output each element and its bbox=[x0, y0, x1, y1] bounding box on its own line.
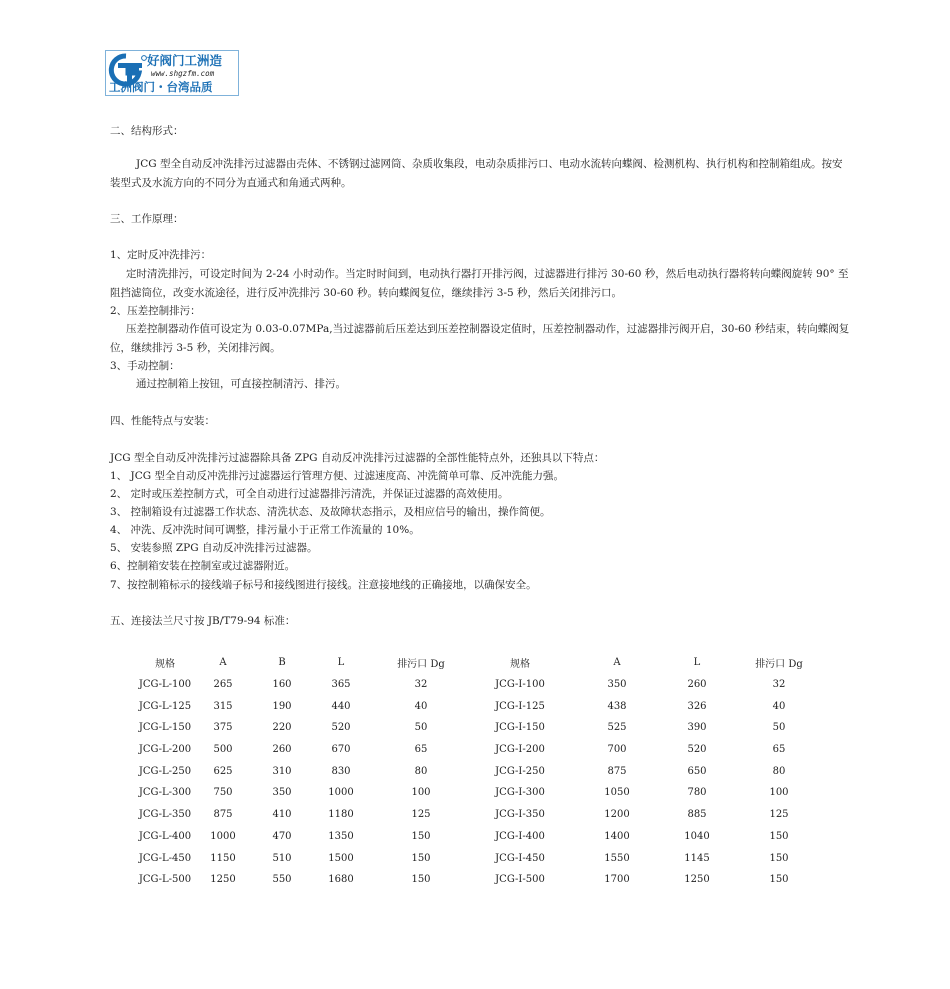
section-2-heading: 二、结构形式： bbox=[110, 125, 184, 137]
header-cell: 规格 bbox=[155, 659, 175, 671]
table-cell: 220 bbox=[272, 722, 292, 734]
table-cell: 150 bbox=[769, 830, 789, 842]
table-cell: 750 bbox=[213, 787, 233, 799]
table-cell: 100 bbox=[769, 787, 789, 799]
table-cell: JCG-L-350 bbox=[138, 809, 192, 821]
table-cell: 1550 bbox=[604, 852, 630, 864]
table-cell: 520 bbox=[331, 722, 351, 734]
section-2-para-line-1: JCG 型全自动反冲洗排污过滤器由壳体、不锈钢过滤网筒、杂质收集段，电动杂质排污口、电动水流转向蝶阀、检测机构、执行机构和控制箱组成。按安 bbox=[136, 158, 843, 170]
table-cell: 190 bbox=[272, 700, 292, 712]
table-cell: JCG-I-100 bbox=[495, 679, 545, 691]
header-cell: A bbox=[613, 657, 621, 669]
table-cell: 410 bbox=[272, 809, 292, 821]
table-cell: 520 bbox=[687, 744, 707, 756]
table-cell: JCG-I-400 bbox=[495, 830, 545, 842]
table-cell: 150 bbox=[411, 874, 431, 886]
table-cell: 470 bbox=[272, 830, 292, 842]
table-cell: 65 bbox=[772, 744, 786, 756]
table-cell: JCG-I-450 bbox=[495, 852, 545, 864]
table-cell: 670 bbox=[331, 744, 351, 756]
table-cell: JCG-I-200 bbox=[495, 744, 545, 756]
table-cell: 1050 bbox=[604, 787, 630, 799]
section-4-intro: JCG 型全自动反冲洗排污过滤器除具备 ZPG 自动反冲洗排污过滤器的全部性能特点外，还独具以下特点： bbox=[110, 452, 605, 464]
section-4-feature-2: 2、 定时或压差控制方式，可全自动进行过滤器排污清洗，并保证过滤器的高效使用。 bbox=[110, 488, 509, 500]
table-cell: 80 bbox=[772, 765, 786, 777]
table-cell: 625 bbox=[213, 765, 233, 777]
table-cell: 1500 bbox=[328, 852, 354, 864]
header-cell: 排污口 Dg bbox=[755, 659, 803, 671]
table-cell: 150 bbox=[411, 830, 431, 842]
table-cell: 150 bbox=[769, 852, 789, 864]
table-cell: 875 bbox=[607, 765, 627, 777]
table-cell: 1700 bbox=[604, 874, 630, 886]
table-cell: JCG-I-350 bbox=[495, 809, 545, 821]
table-row bbox=[136, 674, 830, 696]
table-cell: 265 bbox=[213, 679, 233, 691]
table-cell: JCG-L-300 bbox=[138, 787, 192, 799]
table-row bbox=[136, 826, 830, 848]
table-cell: JCG-L-125 bbox=[138, 700, 192, 712]
table-cell: JCG-I-300 bbox=[495, 787, 545, 799]
table-cell: 1350 bbox=[328, 830, 354, 842]
table-header-row bbox=[136, 652, 830, 674]
table-cell: JCG-I-500 bbox=[495, 874, 545, 886]
table-cell: 1150 bbox=[210, 852, 236, 864]
table-cell: 1040 bbox=[684, 830, 710, 842]
table-cell: 525 bbox=[607, 722, 627, 734]
table-row bbox=[136, 695, 830, 717]
table-body bbox=[136, 674, 830, 891]
table-cell: 310 bbox=[272, 765, 292, 777]
table-cell: 1400 bbox=[604, 830, 630, 842]
table-cell: 1000 bbox=[210, 830, 236, 842]
section-3-item-1-line-1: 定时清洗排污，可设定时间为 2-24 小时动作。当定时时间到，电动执行器打开排污阀，过滤器进行排污 30-60 秒，然后电动执行器将转向蝶阀旋转 90° 至 bbox=[126, 268, 849, 280]
table-cell: 315 bbox=[213, 700, 233, 712]
logo-url-text: www.shgzfm.com bbox=[151, 69, 215, 78]
section-3-item-1-line-2: 阻挡滤筒位，改变水流途径，进行反冲洗排污 30-60 秒。转向蝶阀复位，继续排污 3-5 秒，然后关闭排污口。 bbox=[110, 287, 623, 299]
table-cell: 350 bbox=[607, 679, 627, 691]
table-cell: 50 bbox=[772, 722, 786, 734]
table-cell: JCG-L-100 bbox=[138, 679, 192, 691]
section-4-feature-6: 6、控制箱安装在控制室或过滤器附近。 bbox=[110, 560, 296, 572]
table-cell: 510 bbox=[272, 852, 292, 864]
section-3-item-3-line-1: 通过控制箱上按钮，可直接控制清污、排污。 bbox=[136, 378, 346, 390]
section-2-para-line-2: 装型式及水流方向的不同分为直通式和角通式两种。 bbox=[110, 177, 352, 189]
table-cell: 830 bbox=[331, 765, 351, 777]
header-cell: 排污口 Dg bbox=[397, 659, 445, 671]
table-cell: 32 bbox=[772, 679, 786, 691]
table-cell: 80 bbox=[414, 765, 428, 777]
header-cell: L bbox=[693, 657, 701, 669]
section-3-item-1-title: 1、定时反冲洗排污： bbox=[110, 249, 212, 261]
table-cell: 1680 bbox=[328, 874, 354, 886]
table-cell: 1200 bbox=[604, 809, 630, 821]
table-cell: 438 bbox=[607, 700, 627, 712]
section-3-heading: 三、工作原理： bbox=[110, 213, 184, 225]
header-cell: 规格 bbox=[510, 659, 530, 671]
table-cell: 1250 bbox=[210, 874, 236, 886]
table-cell: 100 bbox=[411, 787, 431, 799]
table-row bbox=[136, 782, 830, 804]
section-5-heading: 五、连接法兰尺寸按 JB/T79-94 标准： bbox=[110, 615, 296, 627]
table-cell: 125 bbox=[411, 809, 431, 821]
table-cell: 1145 bbox=[684, 852, 710, 864]
section-4-feature-1: 1、 JCG 型全自动反冲洗排污过滤器运行管理方便、过滤速度高、冲洗简单可靠、反冲洗能力强。 bbox=[110, 470, 564, 482]
table-row bbox=[136, 847, 830, 869]
section-4-feature-5: 5、 安装参照 ZPG 自动反冲洗排污过滤器。 bbox=[110, 542, 318, 554]
table-cell: 440 bbox=[331, 700, 351, 712]
table-row bbox=[136, 760, 830, 782]
table-cell: 326 bbox=[687, 700, 707, 712]
section-4-heading: 四、性能特点与安装： bbox=[110, 415, 215, 427]
table-row bbox=[136, 804, 830, 826]
table-cell: JCG-I-250 bbox=[495, 765, 545, 777]
header-cell: A bbox=[219, 657, 227, 669]
table-cell: JCG-L-200 bbox=[138, 744, 192, 756]
table-cell: 1000 bbox=[328, 787, 354, 799]
header-cell: L bbox=[337, 657, 345, 669]
logo-top-text: 好阀门工洲造 bbox=[147, 53, 223, 68]
table-cell: 375 bbox=[213, 722, 233, 734]
table-cell: 365 bbox=[331, 679, 351, 691]
section-3-item-3-title: 3、手动控制： bbox=[110, 360, 180, 372]
table-cell: 350 bbox=[272, 787, 292, 799]
section-4-feature-4: 4、 冲洗、反冲洗时间可调整，排污量小于正常工作流量的 10%。 bbox=[110, 524, 420, 536]
table-cell: 1250 bbox=[684, 874, 710, 886]
table-cell: 780 bbox=[687, 787, 707, 799]
table-cell: 390 bbox=[687, 722, 707, 734]
table-cell: 550 bbox=[272, 874, 292, 886]
table-cell: 885 bbox=[687, 809, 707, 821]
table-cell: JCG-L-150 bbox=[138, 722, 192, 734]
table-cell: 125 bbox=[769, 809, 789, 821]
table-cell: 260 bbox=[687, 679, 707, 691]
logo-graphic bbox=[106, 51, 238, 95]
table-cell: 150 bbox=[411, 852, 431, 864]
table-cell: 700 bbox=[607, 744, 627, 756]
table-row bbox=[136, 717, 830, 739]
company-logo bbox=[105, 50, 239, 96]
table-cell: 40 bbox=[414, 700, 428, 712]
section-3-item-2-line-1: 压差控制器动作值可设定为 0.03-0.07MPa,当过滤器前后压差达到压差控制器设定值时，压差控制器动作，过滤器排污阀开启，30-60 秒结束，转向蝶阀复 bbox=[126, 323, 850, 335]
section-4-feature-7: 7、按控制箱标示的接线端子标号和接线图进行接线。注意接地线的正确接地，以确保安全。 bbox=[110, 579, 537, 591]
section-3-item-2-line-2: 位，继续排污 3-5 秒，关闭排污阀。 bbox=[110, 342, 281, 354]
table-cell: 650 bbox=[687, 765, 707, 777]
table-cell: JCG-L-450 bbox=[138, 852, 192, 864]
table-cell: JCG-I-125 bbox=[495, 700, 545, 712]
table-cell: 260 bbox=[272, 744, 292, 756]
table-cell: JCG-L-500 bbox=[138, 874, 192, 886]
table-cell: 1180 bbox=[328, 809, 354, 821]
table-cell: JCG-L-400 bbox=[138, 830, 192, 842]
logo-bottom-text: 工洲阀门・台湾品质 bbox=[109, 80, 213, 94]
header-cell: B bbox=[278, 657, 286, 669]
table-cell: 150 bbox=[769, 874, 789, 886]
table-cell: 32 bbox=[414, 679, 428, 691]
section-4-feature-3: 3、 控制箱设有过滤器工作状态、清洗状态、及故障状态指示，及相应信号的输出，操作简便。 bbox=[110, 506, 551, 518]
table-row bbox=[136, 739, 830, 761]
table-cell: 65 bbox=[414, 744, 428, 756]
table-row bbox=[136, 869, 830, 891]
table-cell: JCG-I-150 bbox=[495, 722, 545, 734]
table-cell: 50 bbox=[414, 722, 428, 734]
flange-dimension-table bbox=[136, 652, 830, 891]
table-cell: 160 bbox=[272, 679, 292, 691]
section-3-item-2-title: 2、压差控制排污： bbox=[110, 305, 201, 317]
table-cell: 500 bbox=[213, 744, 233, 756]
table-cell: JCG-L-250 bbox=[138, 765, 192, 777]
table-cell: 875 bbox=[213, 809, 233, 821]
table-cell: 40 bbox=[772, 700, 786, 712]
